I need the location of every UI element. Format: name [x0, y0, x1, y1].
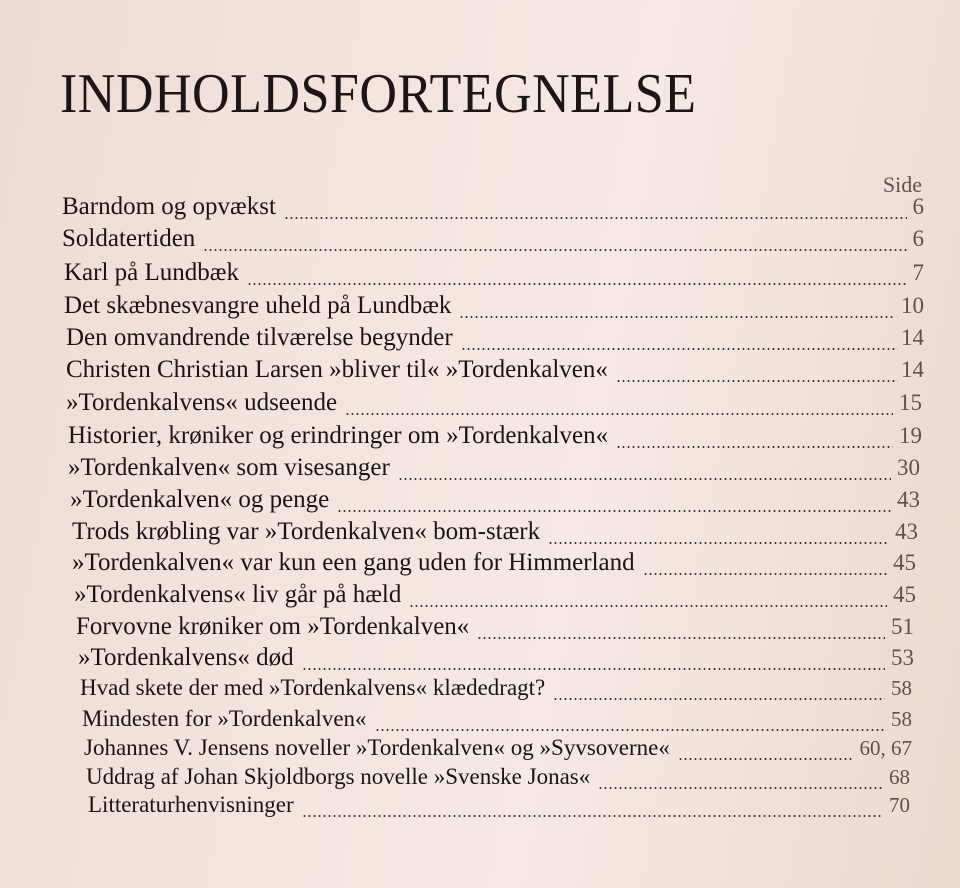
- dot-leader: [598, 787, 883, 789]
- toc-entry: [62, 224, 924, 254]
- toc-entry-title: Christen Christian Larsen »bliver til« »Tordenkalven«: [66, 356, 608, 383]
- toc-entry-page: 6: [912, 226, 924, 251]
- toc-entry: [86, 762, 910, 792]
- page-column-header: Side: [882, 172, 922, 197]
- toc-entry-title: Johannes V. Jensens noveller »Tordenkalven« og »Syvsoverne«: [84, 735, 670, 760]
- toc-entry-title: »Tordenkalven« som visesanger: [68, 454, 390, 481]
- dot-leader: [302, 668, 885, 670]
- toc-entry: [74, 580, 916, 610]
- toc-entry-page: 14: [901, 325, 924, 350]
- dot-leader: [616, 380, 895, 382]
- toc-entry-title: Barndom og opvækst: [62, 193, 276, 220]
- toc-entry-title: »Tordenkalvens« død: [78, 644, 294, 671]
- dot-leader: [643, 573, 887, 575]
- toc-entry: [68, 421, 922, 451]
- toc-entry-page: 14: [901, 357, 924, 382]
- toc-entry: [64, 291, 924, 321]
- dot-leader: [553, 698, 885, 700]
- toc-entry-page: 60, 67: [859, 736, 912, 760]
- toc-entry: [66, 323, 924, 353]
- dot-leader: [409, 605, 887, 607]
- toc-entry-page: 68: [889, 765, 910, 789]
- toc-entry: [84, 733, 912, 763]
- toc-entry: [80, 673, 912, 703]
- dot-leader: [302, 815, 883, 817]
- toc-entry: [72, 517, 918, 547]
- page-title: INDHOLDSFORTEGNELSE: [60, 63, 697, 125]
- toc-entry: [82, 704, 912, 734]
- dot-leader: [461, 348, 895, 350]
- dot-leader: [616, 446, 893, 448]
- toc-entry-title: Karl på Lundbæk: [64, 259, 239, 286]
- toc-entry-title: »Tordenkalven« og penge: [70, 486, 330, 513]
- toc-entry-title: Soldatertiden: [62, 225, 196, 252]
- toc-entry-page: 43: [897, 487, 920, 512]
- dot-leader: [398, 478, 891, 480]
- dot-leader: [337, 510, 891, 512]
- toc-entry-title: Forvovne krøniker om »Tordenkalven«: [76, 613, 470, 640]
- toc-entry-page: 19: [899, 423, 922, 448]
- toc-entry: [76, 612, 914, 642]
- toc-entry-title: Historier, krøniker og erindringer om »Tordenkalven«: [68, 422, 609, 449]
- toc-entry: [72, 548, 916, 578]
- toc-entry-title: Det skæbnesvangre uheld på Lundbæk: [64, 292, 452, 319]
- toc-entry: [66, 388, 922, 418]
- toc-entry-title: »Tordenkalvens« udseende: [66, 389, 338, 416]
- toc-entry-title: Den omvandrende tilværelse begynder: [66, 324, 453, 351]
- dot-leader: [477, 637, 885, 639]
- dot-leader: [247, 283, 907, 285]
- toc-entry-title: Hvad skete der med »Tordenkalvens« klædedragt?: [80, 675, 546, 700]
- toc-entry-title: Mindesten for »Tordenkalven«: [82, 706, 367, 731]
- toc-entry-page: 70: [889, 793, 910, 817]
- toc-entry-page: 10: [901, 293, 924, 318]
- dot-leader: [203, 249, 906, 251]
- toc-entry-page: 58: [891, 707, 912, 731]
- toc-entry: [64, 258, 924, 288]
- dot-leader: [345, 413, 893, 415]
- toc-entry-title: Uddrag af Johan Skjoldborgs novelle »Svenske Jonas«: [86, 764, 591, 789]
- dot-leader: [284, 217, 907, 219]
- toc-entry-page: 58: [891, 676, 912, 700]
- toc-entry-page: 6: [912, 194, 924, 219]
- dot-leader: [548, 542, 889, 544]
- toc-entry-page: 45: [893, 550, 916, 575]
- toc-entry-page: 15: [899, 390, 922, 415]
- toc-entry-title: »Tordenkalvens« liv går på hæld: [74, 581, 402, 608]
- toc-entry-page: 53: [891, 645, 914, 670]
- toc-entry-title: Trods krøbling var »Tordenkalven« bom-stærk: [72, 518, 541, 545]
- toc-entry: [68, 453, 920, 483]
- toc-entry-page: 30: [897, 455, 920, 480]
- toc-entry: [88, 790, 910, 820]
- toc-entry: [62, 192, 924, 222]
- toc-entry: [70, 485, 920, 515]
- toc-entry: [66, 355, 924, 385]
- dot-leader: [375, 729, 885, 731]
- toc-entry-page: 43: [895, 519, 918, 544]
- toc-entry: [78, 643, 914, 673]
- toc-entry-page: 45: [893, 582, 916, 607]
- toc-entry-page: 7: [912, 260, 924, 285]
- dot-leader: [459, 316, 895, 318]
- dot-leader: [678, 758, 854, 760]
- toc-entry-page: 51: [891, 614, 914, 639]
- toc-entry-title: »Tordenkalven« var kun een gang uden for Himmerland: [72, 549, 635, 576]
- toc-entry-title: Litteraturhenvisninger: [88, 792, 294, 817]
